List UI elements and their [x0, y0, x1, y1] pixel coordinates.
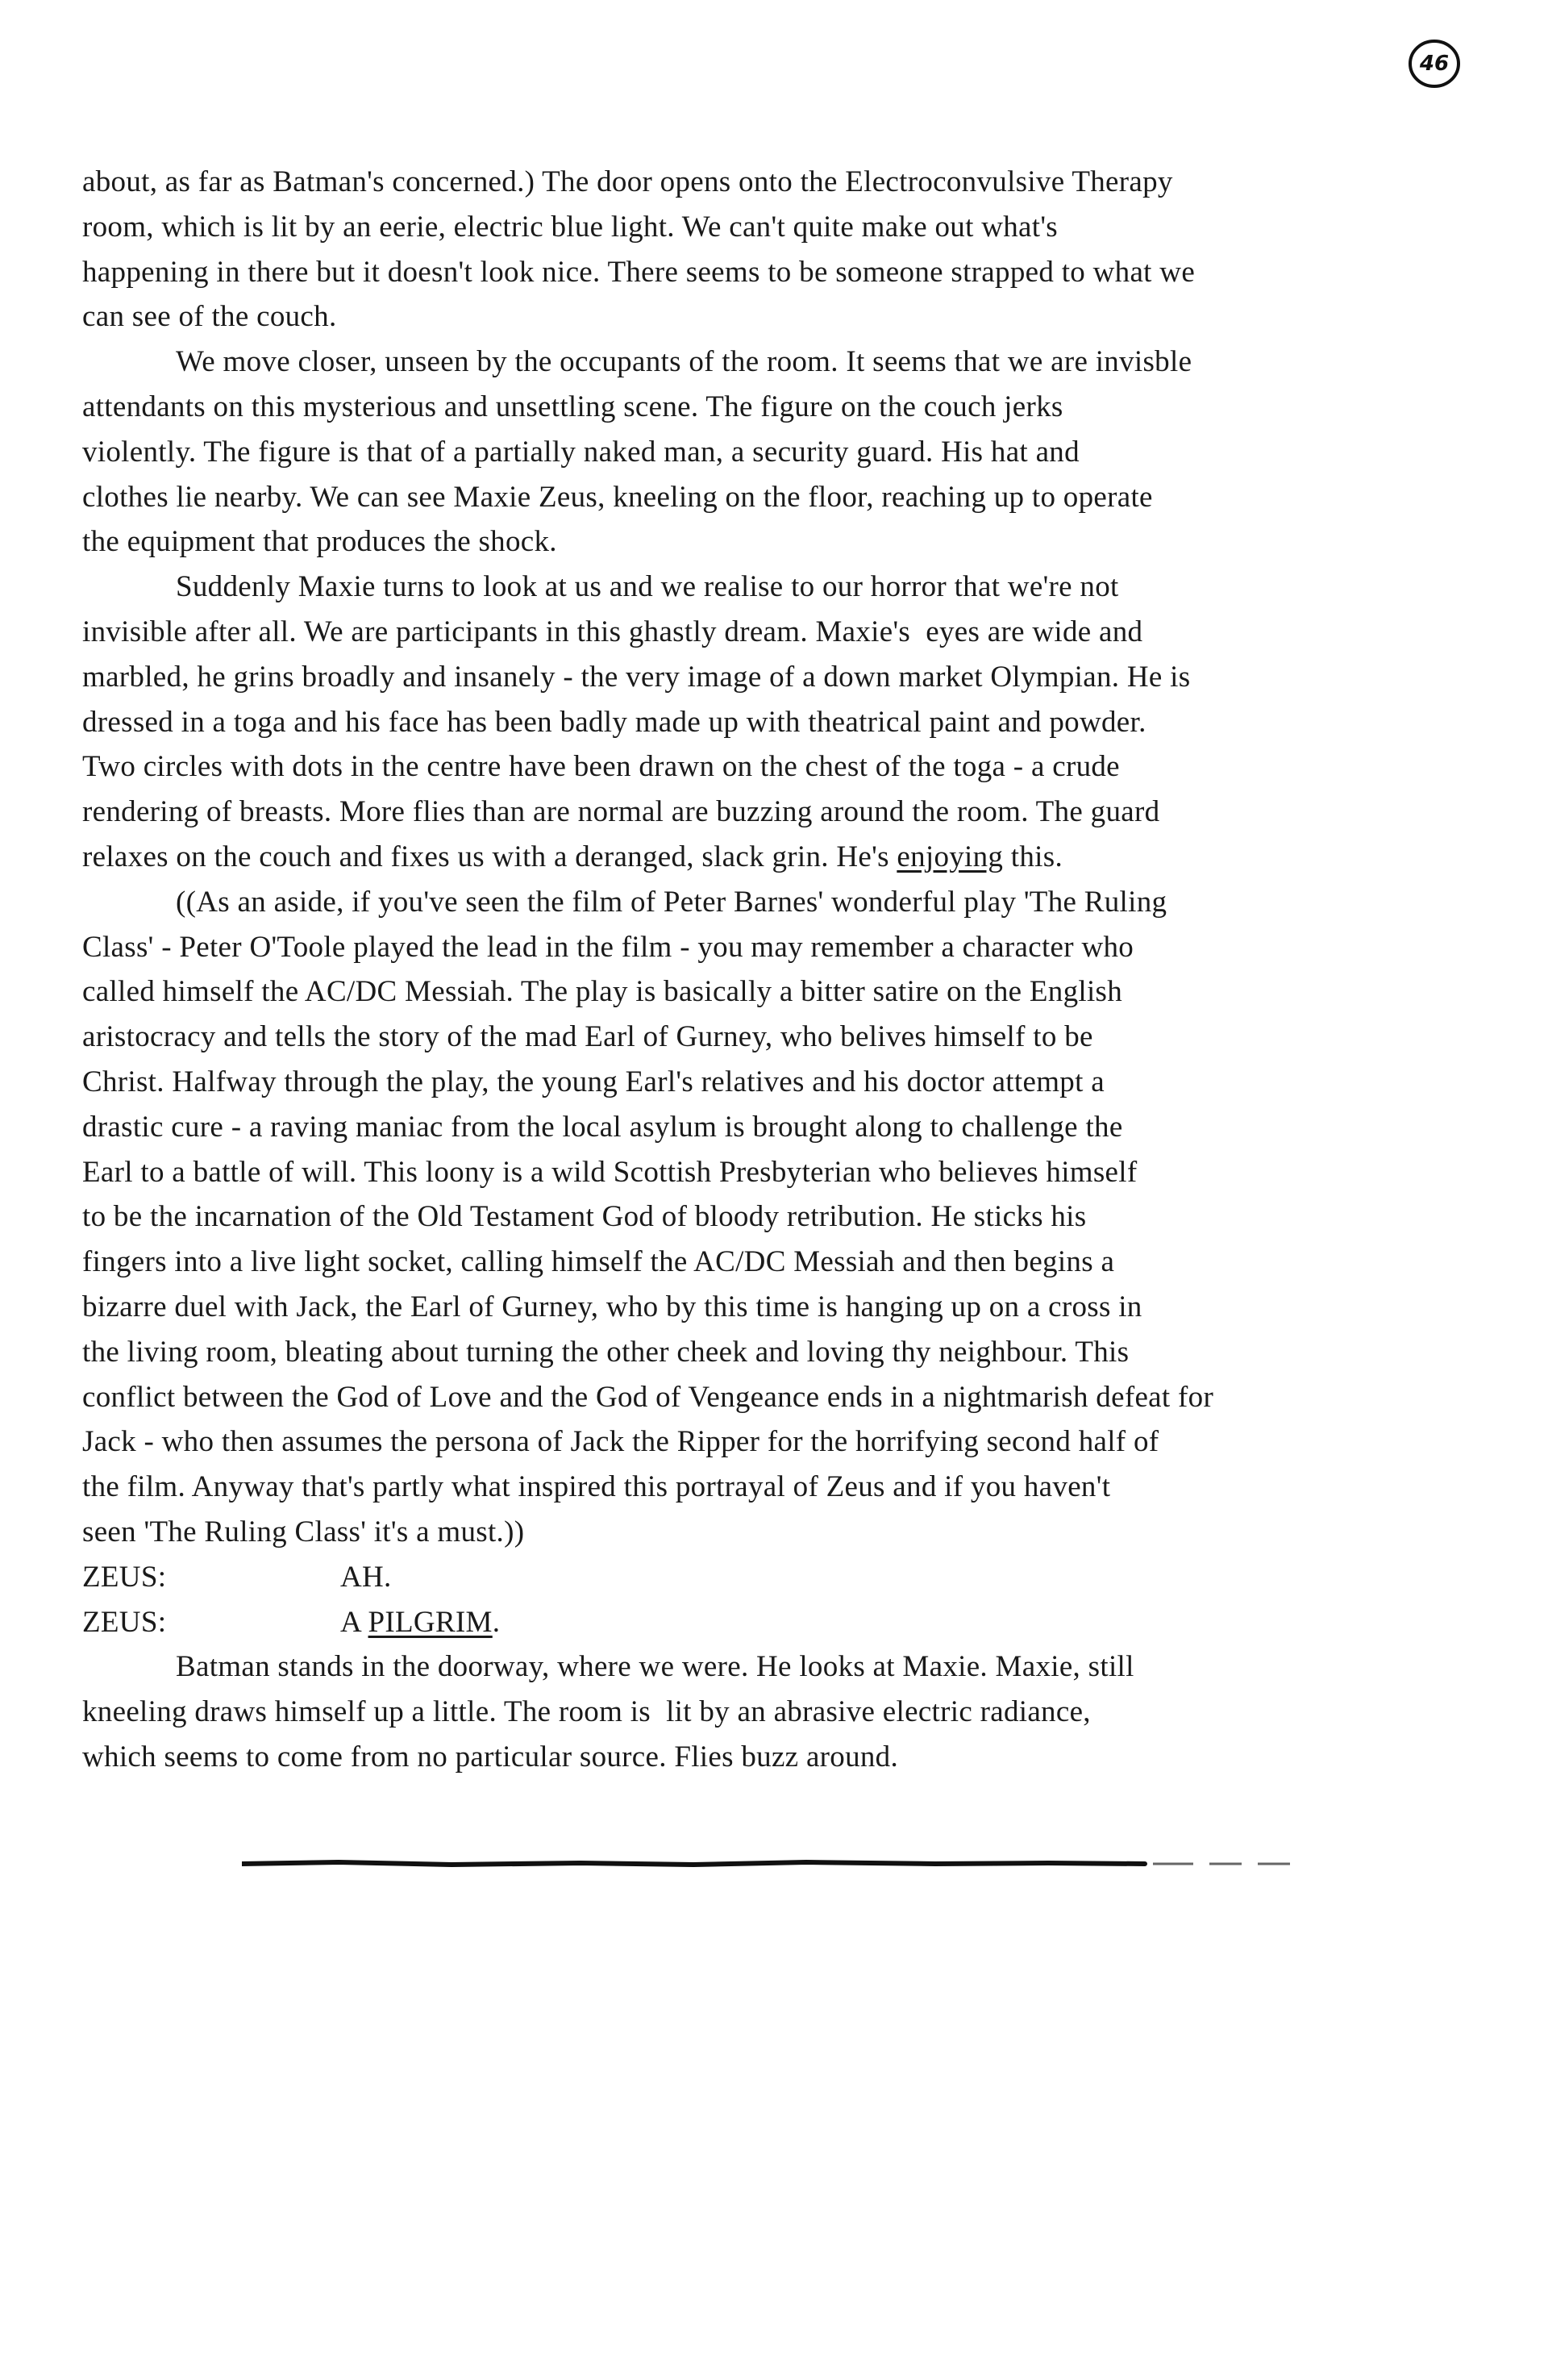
- text-line: conflict between the God of Love and the God of Vengeance ends in a nightmarish defeat for: [82, 1380, 1214, 1414]
- dialogue-text-suffix: .: [492, 1605, 501, 1639]
- text-line: Batman stands in the doorway, where we were. He looks at Maxie. Maxie, still: [176, 1650, 1134, 1684]
- text-line: about, as far as Batman's concerned.) The door opens onto the Electroconvulsive Therapy: [82, 165, 1173, 198]
- section-divider-rule: [242, 1858, 1314, 1869]
- text-line: fingers into a live light socket, calling himself the AC/DC Messiah and then begins a: [82, 1245, 1115, 1279]
- dialogue-line: [82, 1555, 1469, 1600]
- text-line: called himself the AC/DC Messiah. The play is basically a bitter satire on the English: [82, 975, 1123, 1009]
- underlined-word: enjoying: [897, 840, 1004, 873]
- text-line: Suddenly Maxie turns to look at us and we realise to our horror that we're not: [176, 570, 1119, 604]
- text-line: drastic cure - a raving maniac from the local asylum is brought along to challenge the: [82, 1110, 1123, 1144]
- dialogue-block: [82, 1555, 1469, 1645]
- dialogue-line: [82, 1600, 1469, 1645]
- text-line: the equipment that produces the shock.: [82, 525, 557, 559]
- text-line: seen 'The Ruling Class' it's a must.)): [82, 1515, 525, 1548]
- text-line: ((As an aside, if you've seen the film of Peter Barnes' wonderful play 'The Ruling: [176, 885, 1167, 919]
- text-line: room, which is lit by an eerie, electric blue light. We can't quite make out what's: [82, 210, 1059, 244]
- text-line: to be the incarnation of the Old Testament God of bloody retribution. He sticks his: [82, 1200, 1087, 1234]
- text-line: dressed in a toga and his face has been badly made up with theatrical paint and powder.: [82, 705, 1146, 739]
- text-line: clothes lie nearby. We can see Maxie Zeus, kneeling on the floor, reaching up to operate: [82, 480, 1153, 514]
- paragraph-2: [82, 340, 1469, 565]
- text-fragment: relaxes on the couch and fixes us with a deranged, slack grin. He's: [82, 840, 897, 873]
- paragraph-5: [82, 1644, 1469, 1779]
- text-line: happening in there but it doesn't look nice. There seems to be someone strapped to what we: [82, 255, 1196, 289]
- text-line: attendants on this mysterious and unsettling scene. The figure on the couch jerks: [82, 390, 1063, 423]
- text-line: which seems to come from no particular source. Flies buzz around.: [82, 1740, 899, 1774]
- speaker-name: ZEUS:: [82, 1605, 167, 1639]
- text-fragment: this.: [1003, 840, 1063, 873]
- dialogue-text-prefix: A: [340, 1605, 368, 1639]
- dialogue-text: AH.: [340, 1560, 392, 1594]
- text-line: Earl to a battle of will. This loony is a wild Scottish Presbyterian who believes himself: [82, 1155, 1138, 1189]
- paragraph-1: [82, 160, 1469, 340]
- text-line: the living room, bleating about turning the other cheek and loving thy neighbour. This: [82, 1335, 1130, 1369]
- text-line-emphasis: [82, 835, 1469, 880]
- text-line: Class' - Peter O'Toole played the lead in the film - you may remember a character who: [82, 930, 1134, 964]
- text-line: bizarre duel with Jack, the Earl of Gurney, who by this time is hanging up on a cross in: [82, 1290, 1142, 1323]
- text-line: marbled, he grins broadly and insanely - the very image of a down market Olympian. He is: [82, 660, 1191, 694]
- text-line: Christ. Halfway through the play, the young Earl's relatives and his doctor attempt a: [82, 1065, 1105, 1098]
- text-line: rendering of breasts. More flies than are normal are buzzing around the room. The guard: [82, 795, 1160, 829]
- page-number-label: 46: [1419, 52, 1450, 76]
- document-body: [82, 160, 1469, 1780]
- text-line: violently. The figure is that of a partially naked man, a security guard. His hat and: [82, 435, 1080, 469]
- speaker-name: ZEUS:: [82, 1560, 167, 1594]
- text-line: We move closer, unseen by the occupants of the room. It seems that we are invisble: [176, 345, 1192, 379]
- text-line: kneeling draws himself up a little. The room is lit by an abrasive electric radiance,: [82, 1695, 1091, 1729]
- text-line: aristocracy and tells the story of the mad Earl of Gurney, who belives himself to be: [82, 1020, 1093, 1054]
- text-line: invisible after all. We are participants in this ghastly dream. Maxie's eyes are wide and: [82, 615, 1143, 648]
- page-number-stamp: [1406, 35, 1463, 92]
- paragraph-3: [82, 565, 1469, 880]
- dialogue-text-underlined: PILGRIM: [368, 1605, 493, 1639]
- text-line: can see of the couch.: [82, 300, 337, 334]
- text-line: Two circles with dots in the centre have been drawn on the chest of the toga - a crude: [82, 750, 1120, 784]
- text-line: Jack - who then assumes the persona of Jack the Ripper for the horrifying second half of: [82, 1425, 1159, 1459]
- text-line: the film. Anyway that's partly what inspired this portrayal of Zeus and if you haven't: [82, 1470, 1111, 1504]
- paragraph-4-aside: [82, 880, 1469, 1555]
